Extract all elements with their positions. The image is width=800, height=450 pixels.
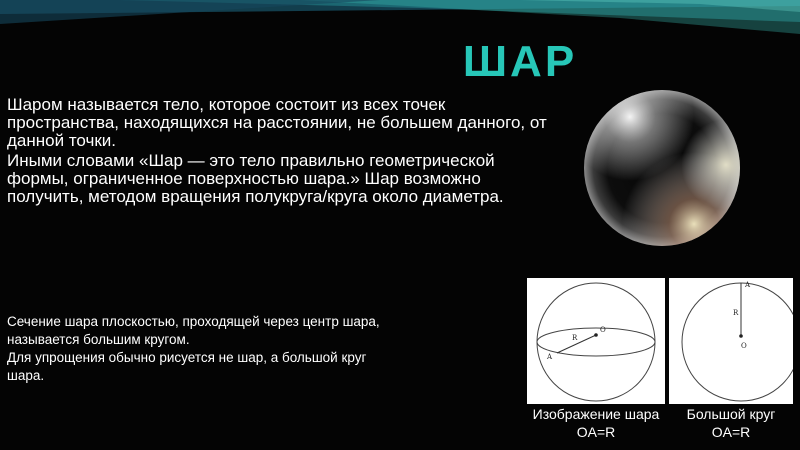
section-line: Сечение шара плоскостью, проходящей через центр шара, (7, 314, 380, 329)
point-a-label: A (745, 281, 751, 289)
ball-caption-title: Изображение шара (532, 406, 660, 422)
section-line: шара. (7, 368, 45, 383)
radius-label: R (733, 309, 739, 317)
decorative-ribbons (0, 0, 800, 36)
point-o-label: O (741, 342, 747, 350)
ball-caption (507, 405, 685, 441)
sphere-image (582, 88, 742, 248)
point-a-label: A (547, 353, 553, 361)
circle-caption (669, 405, 793, 441)
circle-caption-title: Большой круг (686, 406, 776, 422)
great-circle-diagram (669, 278, 793, 404)
definition-paragraph: Шаром называется тело, которое состоит из всех точек пространства, находящихся на расстоянии, не большем данного, от данной точки. (7, 95, 547, 150)
radius-label: R (572, 334, 578, 342)
ball-caption-formula: OA=R (576, 424, 616, 440)
section-text (7, 313, 507, 385)
point-o-label: O (600, 326, 606, 334)
section-line: называется большим кругом. (7, 332, 190, 347)
ball-diagram (527, 278, 665, 404)
explanation-paragraph: Иными словами «Шар — это тело правильно геометрической формы, ограниченное поверхностью шара.» Шар возможно получить, методом вращения полукруга/круга около диаметра. (7, 151, 504, 206)
slide-title: ШАР (462, 37, 578, 86)
section-line: Для упрощения обычно рисуется не шар, а большой круг (7, 350, 367, 365)
circle-caption-formula: OA=R (711, 424, 751, 440)
